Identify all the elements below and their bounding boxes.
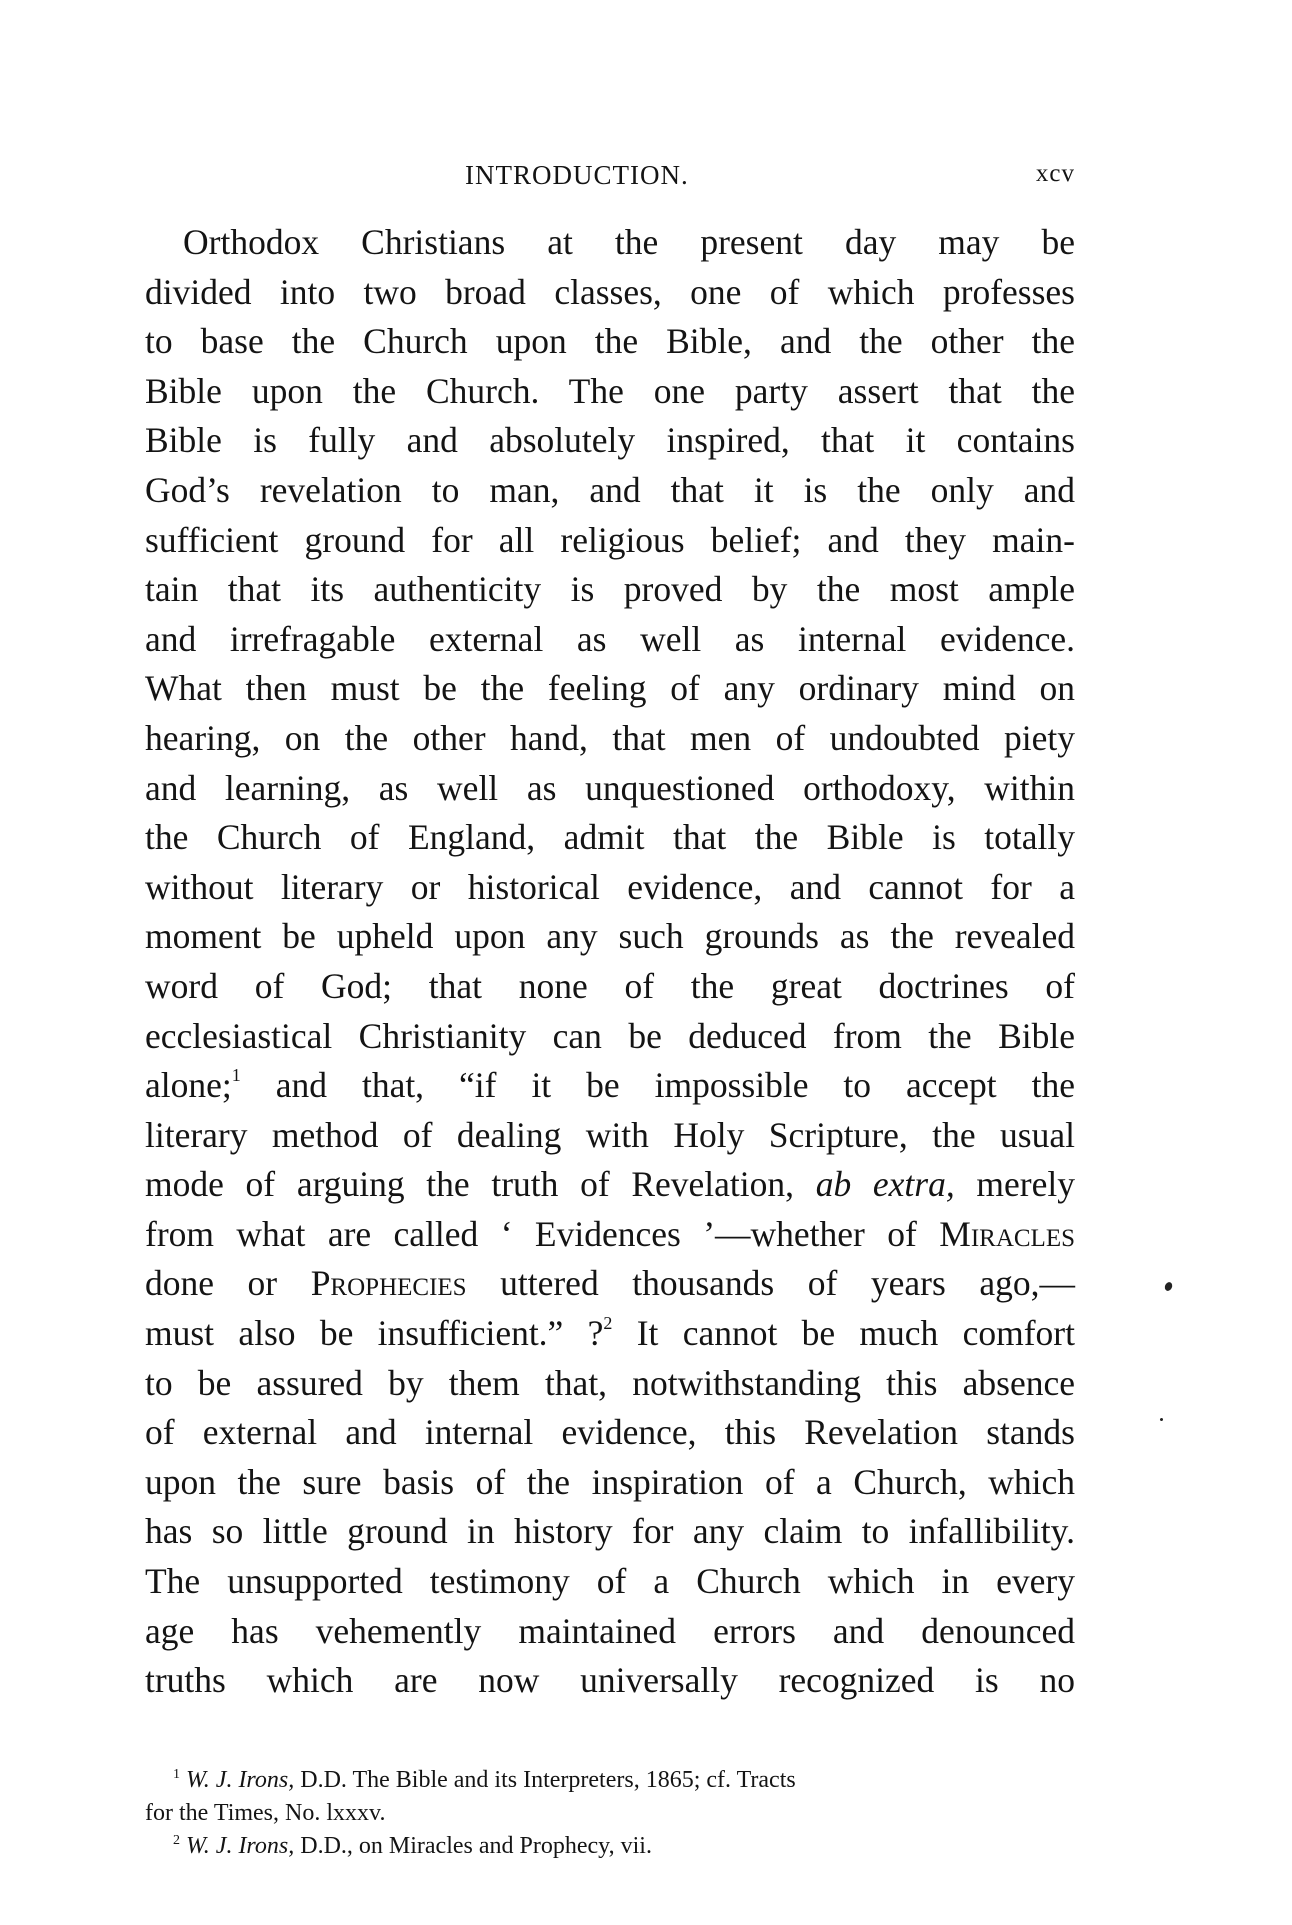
text-line: The unsupported testimony of a Church which in every [145, 1561, 1075, 1602]
footnote-reference: 2 [603, 1313, 613, 1334]
text-segment: merely [954, 1164, 1075, 1205]
ink-speck [1163, 1281, 1173, 1292]
text-segment: uttered thousands of years ago,— [466, 1263, 1075, 1304]
ink-speck [1160, 1418, 1164, 1422]
text-segment: and that, “if it be impossible to accept the [240, 1065, 1075, 1106]
footnote-2 [145, 1830, 1075, 1863]
small-caps-word: Prophecies [310, 1263, 467, 1304]
running-head [145, 160, 1075, 200]
text-line: of external and internal evidence, this Revelation stands [145, 1412, 1075, 1453]
text-line: God’s revelation to man, and that it is the only and [145, 469, 1075, 510]
text-line [145, 1259, 1075, 1309]
text-line: tain that its authenticity is proved by the most ample [145, 569, 1075, 610]
footnote-author: W. J. Irons, [186, 1766, 295, 1793]
footnote-1 [145, 1764, 1075, 1797]
text-line: ecclesiastical Christianity can be deduced from the Bible [145, 1015, 1075, 1056]
footnotes [145, 1764, 1075, 1863]
text-line: the Church of England, admit that the Bible is totally [145, 817, 1075, 858]
footnote-mark: 2 [173, 1832, 180, 1848]
text-line: moment be upheld upon any such grounds as the revealed [145, 916, 1075, 957]
text-segment: must also be insufficient.” ? [145, 1313, 604, 1354]
text-segment: It cannot be much comfort [612, 1313, 1075, 1354]
text-line [145, 1210, 1075, 1260]
footnote-mark: 1 [173, 1766, 180, 1782]
text-line: truths which are now universally recognized is no [145, 1660, 1075, 1701]
page [145, 160, 1075, 1863]
text-line: literary method of dealing with Holy Scripture, the usual [145, 1114, 1075, 1155]
footnote-text: D.D., on Miracles and Prophecy, vii. [294, 1832, 652, 1859]
page-number: xcv [1035, 160, 1075, 187]
text-line [145, 1160, 1075, 1210]
text-line: to base the Church upon the Bible, and the other the [145, 321, 1075, 362]
text-line: has so little ground in history for any claim to infallibility. [145, 1511, 1075, 1552]
text-line [145, 1061, 1075, 1111]
text-line: Bible is fully and absolutely inspired, that it contains [145, 420, 1075, 461]
footnote-reference: 1 [231, 1065, 241, 1086]
text-segment: done or [145, 1263, 311, 1304]
text-line: upon the sure basis of the inspiration of a Church, which [145, 1461, 1075, 1502]
text-line: to be assured by them that, notwithstanding this absence [145, 1362, 1075, 1403]
footnote-text: D.D. The Bible and its Interpreters, 1865; cf. Tracts [294, 1766, 796, 1793]
text-line: Orthodox Christians at the present day may be [183, 222, 1075, 262]
text-line [145, 1309, 1075, 1359]
body-paragraph [145, 218, 1075, 1706]
text-line: age has vehemently maintained errors and denounced [145, 1610, 1075, 1651]
text-line: Bible upon the Church. The one party assert that the [145, 370, 1075, 411]
text-segment: mode of arguing the truth of Revelation, [145, 1164, 816, 1205]
text-line: word of God; that none of the great doctrines of [145, 965, 1075, 1006]
text-line: What then must be the feeling of any ordinary mind on [145, 668, 1075, 709]
running-title: INTRODUCTION. [465, 160, 689, 190]
text-segment: from what are called ‘ Evidences ’—whether of [145, 1213, 940, 1254]
italic-phrase: ab extra, [815, 1164, 955, 1205]
footnote-author: W. J. Irons, [186, 1832, 295, 1859]
small-caps-word: Miracles [939, 1213, 1075, 1254]
footnote-1-continuation: for the Times, No. lxxxv. [145, 1799, 386, 1826]
text-line: sufficient ground for all religious belief; and they main- [145, 519, 1075, 560]
text-line: and irrefragable external as well as internal evidence. [145, 618, 1075, 659]
text-line: and learning, as well as unquestioned orthodoxy, within [145, 767, 1075, 808]
text-line: divided into two broad classes, one of which professes [145, 271, 1075, 312]
text-segment: alone; [145, 1065, 232, 1106]
text-line: without literary or historical evidence, and cannot for a [145, 866, 1075, 907]
text-line: hearing, on the other hand, that men of undoubted piety [145, 717, 1075, 758]
